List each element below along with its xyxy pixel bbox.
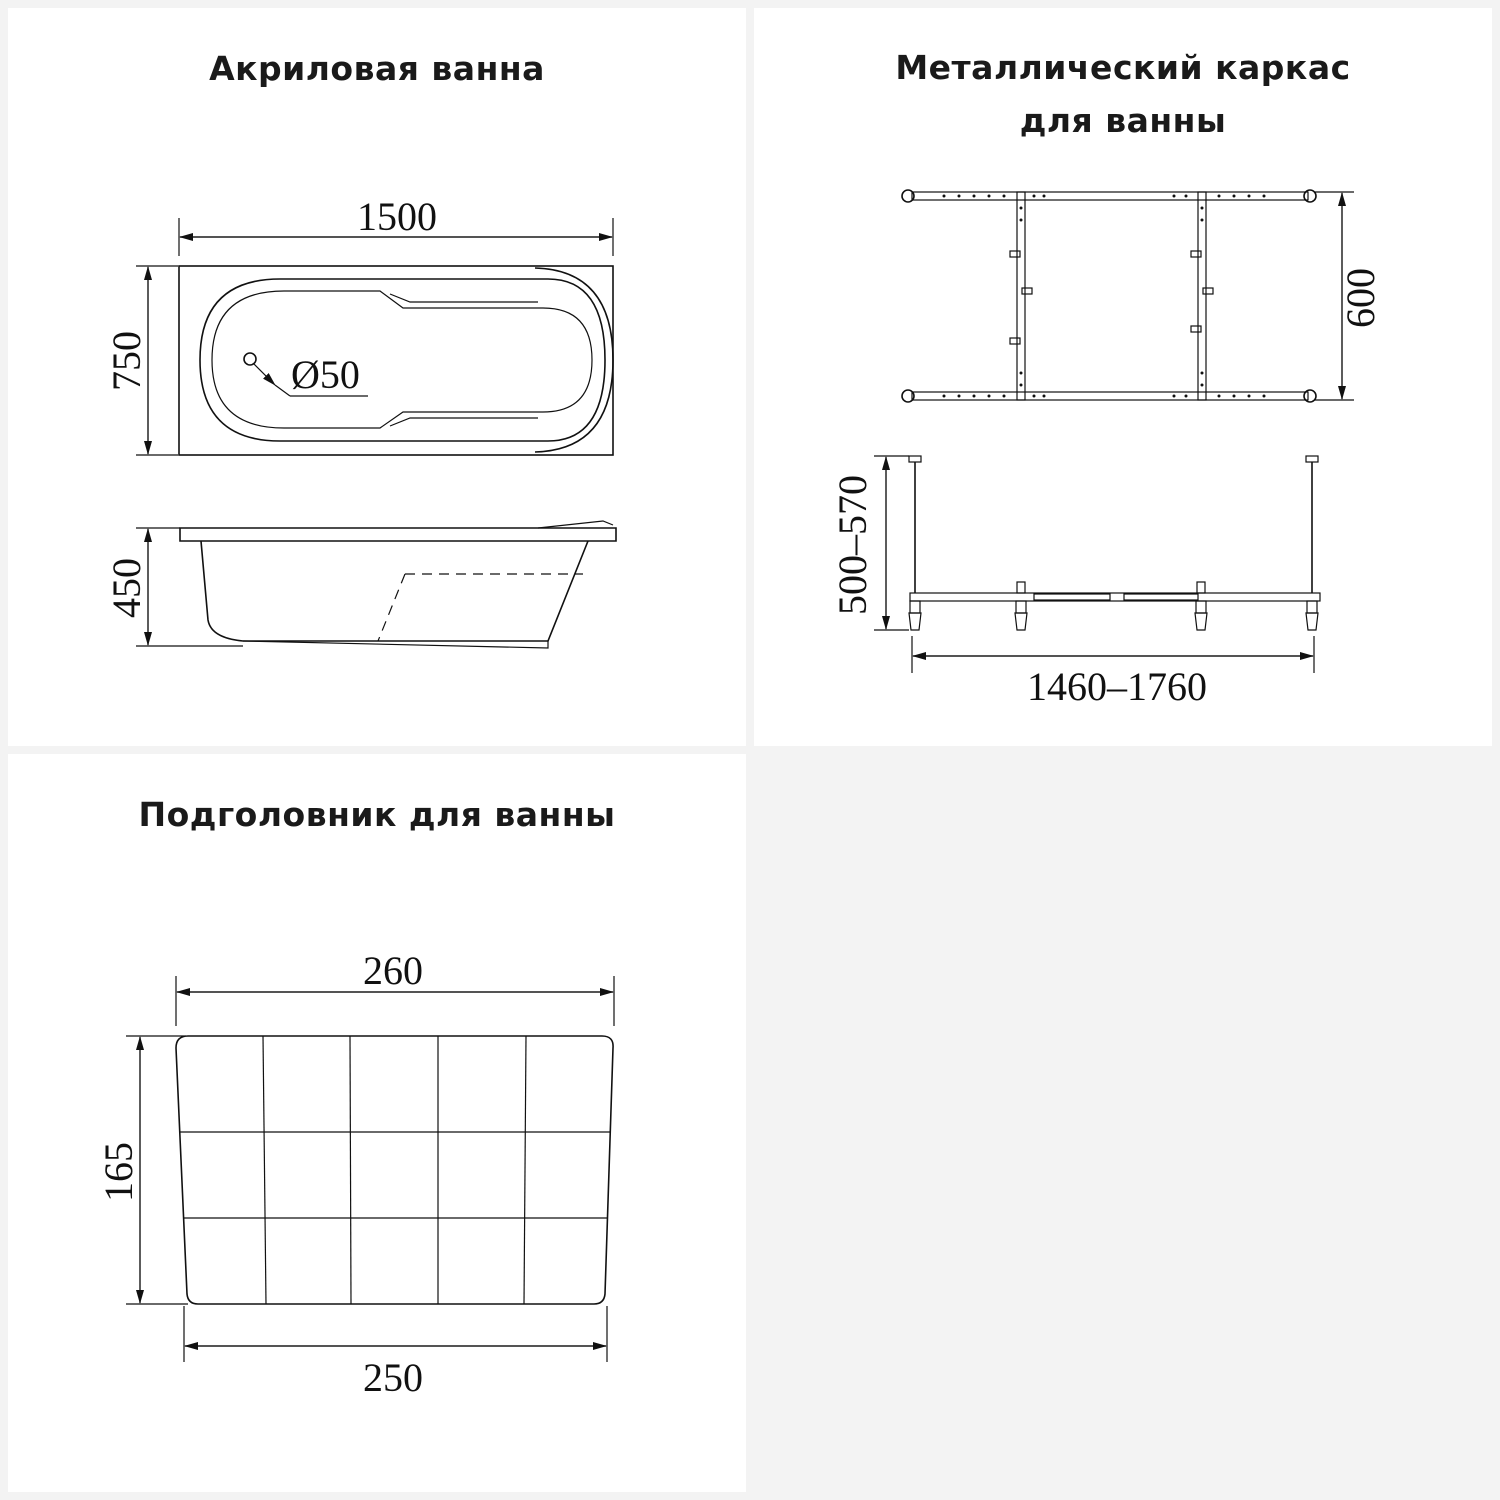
headrest-bottom-width-label: 250 bbox=[363, 1355, 423, 1400]
frame-width-dimension bbox=[1314, 192, 1383, 400]
headrest-title: Подголовник для ванны bbox=[138, 795, 616, 834]
bathtub-top-view bbox=[179, 266, 613, 455]
headrest-drawing bbox=[8, 754, 746, 1492]
bathtub-title: Акриловая ванна bbox=[209, 49, 545, 88]
frame-height-dimension bbox=[830, 456, 909, 630]
frame-title-line1: Металлический каркас bbox=[895, 48, 1351, 87]
headrest-height-label: 165 bbox=[96, 1142, 141, 1202]
headrest-bottom-width-dimension bbox=[184, 1306, 607, 1400]
drain-diameter-label: Ø50 bbox=[291, 352, 360, 397]
headrest-top-width-dimension bbox=[176, 948, 614, 1026]
frame-length-label: 1460–1760 bbox=[1027, 664, 1207, 709]
headrest-body bbox=[176, 1036, 613, 1304]
bathtub-panel bbox=[8, 8, 746, 746]
bathtub-height-dimension bbox=[104, 528, 243, 646]
bathtub-side-view bbox=[180, 521, 616, 648]
drain-icon bbox=[244, 353, 256, 365]
frame-panel bbox=[754, 8, 1492, 746]
frame-top-view bbox=[902, 190, 1316, 402]
bathtub-width-label: 750 bbox=[104, 331, 149, 391]
frame-width-label: 600 bbox=[1338, 268, 1383, 328]
frame-height-label: 500–570 bbox=[830, 475, 875, 615]
bathtub-drawing bbox=[8, 8, 746, 746]
headrest-top-width-label: 260 bbox=[363, 948, 423, 993]
bathtub-height-label: 450 bbox=[104, 558, 149, 618]
frame-title-line2: для ванны bbox=[1019, 101, 1227, 140]
headrest-panel bbox=[8, 754, 746, 1492]
headrest-height-dimension bbox=[96, 1036, 188, 1304]
frame-drawing bbox=[754, 8, 1492, 746]
bathtub-length-dimension bbox=[179, 194, 613, 256]
bathtub-width-dimension bbox=[104, 266, 178, 455]
frame-length-dimension bbox=[912, 636, 1314, 709]
bathtub-length-label: 1500 bbox=[357, 194, 437, 239]
frame-side-view bbox=[909, 456, 1320, 630]
